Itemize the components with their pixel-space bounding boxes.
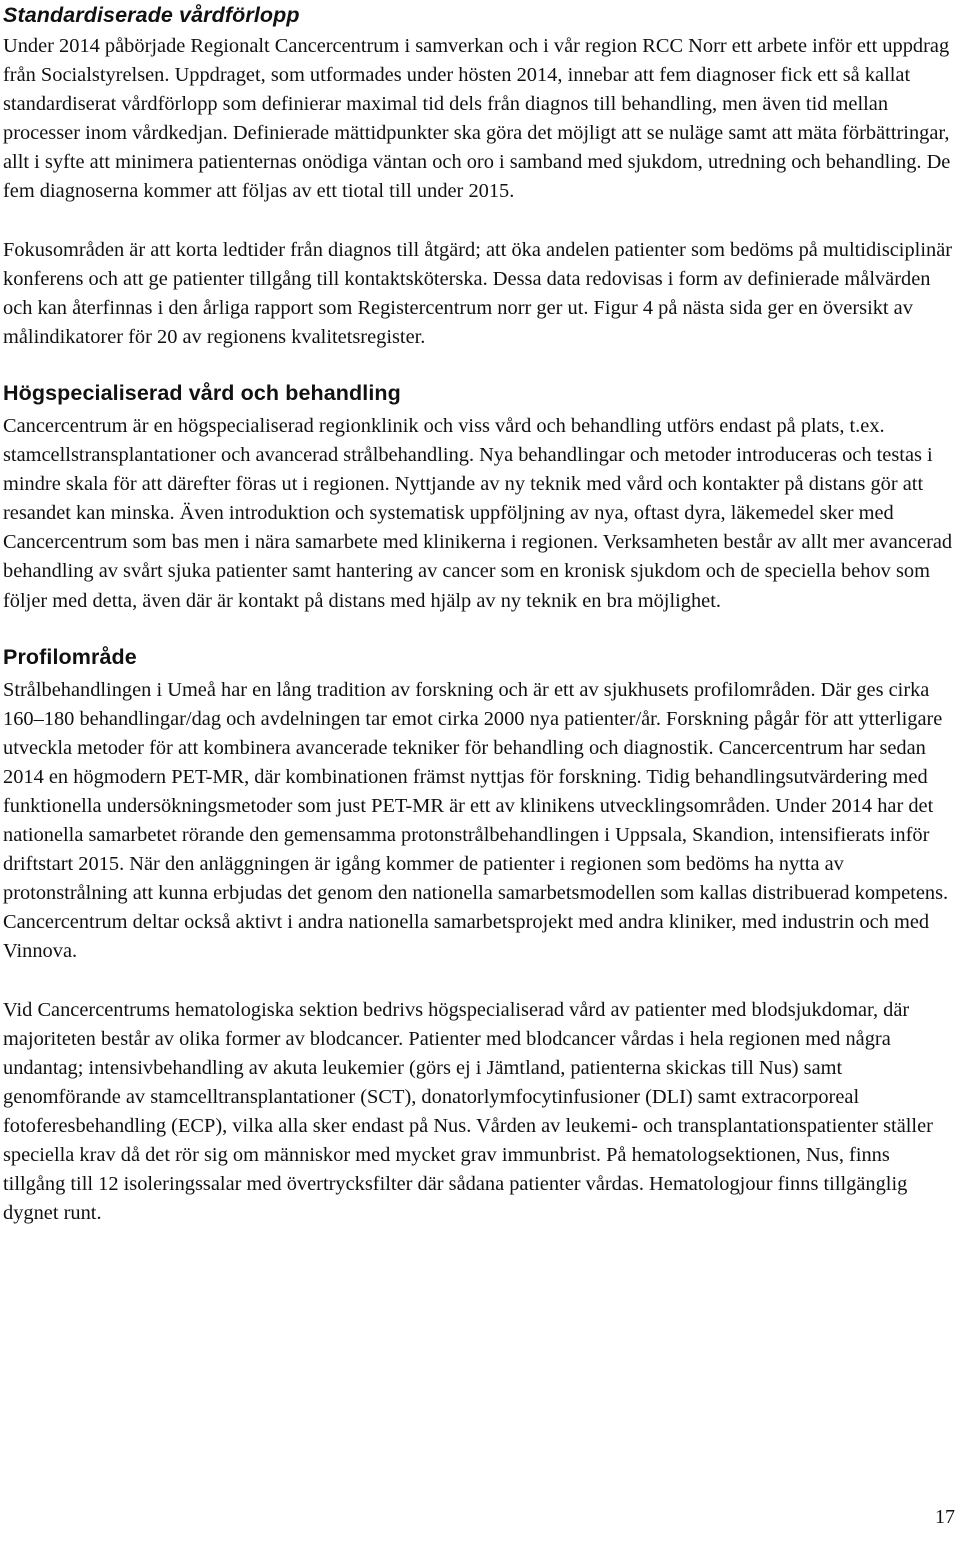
paragraph-standardized-care: Under 2014 påbörjade Regionalt Cancercentrum i samverkan och i vår region RCC Norr ett arbete inför ett uppdrag från Socialstyrelsen. Uppdraget, som utformades under hösten 2014, innebar att fem diagnoser fick ett så kallat standardiserat vårdförlopp som definierar maximal tid dels från diagnos till behandling, men även tid mellan processer inom vårdkedjan. Definierade mättidpunkter ska göra det möjligt att se nuläge samt att mäta förbättringar, allt i syfte att minimera patienternas onödiga väntan och oro i samband med sjukdom, utredning och behandling. De fem diagnoserna kommer att följas av ett tiotal till under 2015. bbox=[3, 35, 951, 203]
paragraph-spacer bbox=[3, 967, 957, 996]
paragraph-radiotherapy: Strålbehandlingen i Umeå har en lång tradition av forskning och är ett av sjukhusets profilområden. Där ges cirka 160–180 behandlingar/dag och avdelningen tar emot cirka 2000 nya patienter/år. Forskning pågår för att ytterligare utveckla metoder för att kombinera avancerade tekniker för behandling och diagnostik. Cancercentrum har sedan 2014 en högmodern PET-MR, där kombinationen främst nyttjas för forskning. Tidig behandlingsutvärdering med funktionella undersökningsmetoder som just PET-MR är ett av klinikens utvecklingsområden. Under 2014 har det nationella samarbetet rörande den gemensamma protonstrålbehandlingen i Uppsala, Skandion, intensifierats inför driftstart 2015. När den anläggningen är igång kommer de patienter i regionen som bedöms ha nytta av protonstrålning att kunna erbjudas det genom den nationella samarbetsmodellen som kallas distribuerad kompetens. Cancercentrum deltar också aktivt i andra nationella samarbetsprojekt med andra kliniker, med industrin och med Vinnova. bbox=[3, 678, 949, 963]
paragraph-hematology: Vid Cancercentrums hematologiska sektion bedrivs högspecialiserad vård av patienter med blodsjukdomar, där majoriteten består av olika former av blodcancer. Patienter med blodcancer vårdas i hela regionen med några undantag; intensivbehandling av akuta leukemier (görs ej i Jämtland, patienterna skickas till Nus) samt genomförande av stamcelltransplantationer (SCT), donatorlymfocytinfusioner (DLI) samt extracorporeal fotoferesbehandling (ECP), vilka alla sker endast på Nus. Vården av leukemi- och transplantationspatienter ställer speciella krav då det rör sig om människor med mycket grav immunbrist. På hematologsektionen, Nus, finns tillgång till 12 isoleringssalar med övertrycksfilter där sådana patienter vårdas. Hematologjour finns tillgänglig dygnet runt. bbox=[3, 998, 933, 1225]
section-heading-highly-specialized-care: Högspecialiserad vård och behandling bbox=[3, 380, 401, 405]
document-content bbox=[3, 0, 957, 1228]
section-heading-standardized-care: Standardiserade vårdförlopp bbox=[3, 3, 300, 27]
paragraph-highly-specialized-care: Cancercentrum är en högspecialiserad regionklinik och viss vård och behandling utförs endast på plats, t.ex. stamcellstransplantationer och avancerad strålbehandling. Nya behandlingar och metoder introduceras och testas i mindre skala för att därefter föras ut i regionen. Nyttjande av ny teknik med vård och kontakter på distans gör att resandet kan minska. Även introduktion och systematisk uppföljning av nya, oftast dyra, läkemedel sker med Cancercentrum som bas men i nära samarbete med klinikerna i regionen. Verksamheten består av allt mer avancerad behandling av svårt sjuka patienter samt hantering av cancer som en kronisk sjukdom och de speciella behov som följer med detta, även där är kontakt på distans med hjälp av ny teknik en bra möjlighet. bbox=[3, 414, 953, 612]
page-number: 17 bbox=[935, 1506, 955, 1528]
section-spacer bbox=[3, 352, 957, 378]
paragraph-focus-areas: Fokusområden är att korta ledtider från diagnos till åtgärd; att öka andelen patienter som bedöms på multidisciplinär konferens och att ge patienter tillgång till kontaktsköterska. Dessa data redovisas i form av definierade målvärden och kan återfinnas i den årliga rapport som Registercentrum norr ger ut. Figur 4 på nästa sida ger en översikt av målindikatorer för 20 av regionens kvalitetsregister. bbox=[3, 238, 953, 348]
section-heading-profile-area: Profilområde bbox=[3, 644, 137, 669]
paragraph-spacer bbox=[3, 207, 957, 236]
section-spacer bbox=[3, 616, 957, 642]
